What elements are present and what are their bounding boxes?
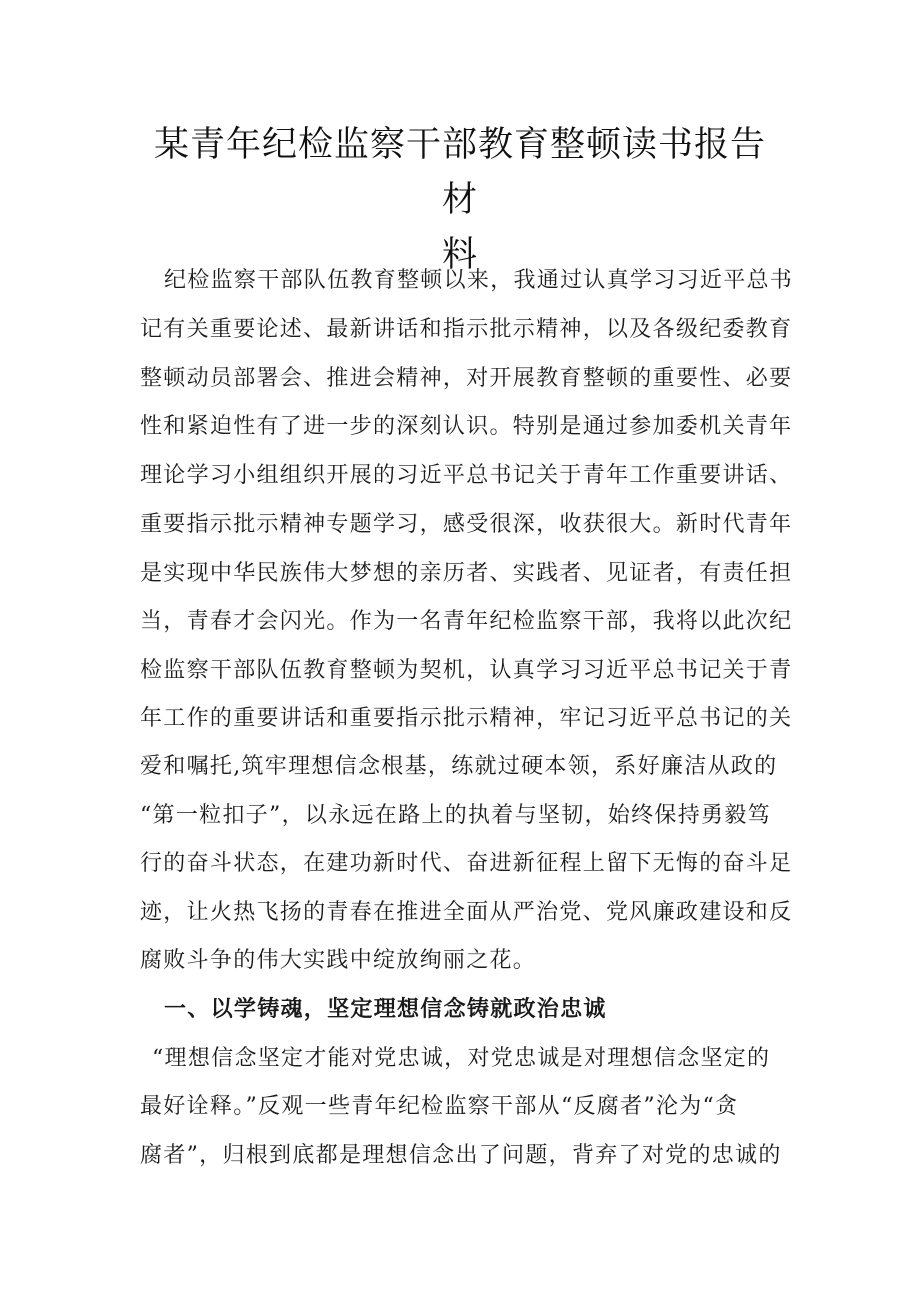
paragraph-line: 最好诠释。”反观一些青年纪检监察干部从“反腐者”沦为“贪 (140, 1094, 739, 1119)
paragraph-line: 整顿动员部署会、推进会精神，对开展教育整顿的重要性、必要 (140, 366, 793, 391)
paragraph-line: “理想信念坚定才能对党忠诚，对党忠诚是对理想信念坚定的 (152, 1046, 771, 1071)
title-line-1: 某青年纪检监察干部教育整顿读书报告材 (153, 125, 766, 220)
title-line-2: 料 (441, 235, 478, 275)
paragraph-line: 记有关重要论述、最新讲话和指示批示精神，以及各级纪委教育 (140, 317, 793, 342)
paragraph-line: 性和紧迫性有了进一步的深刻认识。特别是通过参加委机关青年 (140, 414, 793, 439)
document-title (140, 118, 780, 283)
paragraph-line: 爱和嘱托,筑牢理想信念根基，练就过硬本领，系好廉洁从政的 (140, 754, 778, 779)
paragraph-line: 腐败斗争的伟大实践中绽放绚丽之花。 (140, 948, 537, 973)
paragraph-line: 迹，让火热飞扬的青春在推进全面从严治党、党风廉政建设和反 (140, 900, 793, 925)
paragraph-line: 理论学习小组组织开展的习近平总书记关于青年工作重要讲话、 (140, 463, 793, 488)
paragraph-line: 是实现中华民族伟大梦想的亲历者、实践者、见证者，有责任担 (140, 561, 793, 586)
paragraph-line: 当，青春才会闪光。作为一名青年纪检监察干部，我将以此次纪 (140, 609, 793, 634)
paragraph-line: 纪检监察干部队伍教育整顿以来，我通过认真学习习近平总书 (164, 268, 794, 293)
section-heading: 一、以学铸魂，坚定理想信念铸就政治忠诚 (164, 997, 607, 1022)
paragraph-line: 腐者”，归根到底都是理想信念出了问题，背弃了对党的忠诚的 (140, 1143, 782, 1168)
paragraph-line: “第一粒扣子”，以永远在路上的执着与坚韧，始终保持勇毅笃 (140, 803, 771, 828)
paragraph-line: 重要指示批示精神专题学习，感受很深，收获很大。新时代青年 (140, 512, 793, 537)
paragraph-line: 行的奋斗状态，在建功新时代、奋进新征程上留下无悔的奋斗足 (140, 851, 793, 876)
paragraph-line: 检监察干部队伍教育整顿为契机，认真学习习近平总书记关于青 (140, 658, 793, 683)
paragraph-line: 年工作的重要讲话和重要指示批示精神，牢记习近平总书记的关 (140, 706, 793, 731)
